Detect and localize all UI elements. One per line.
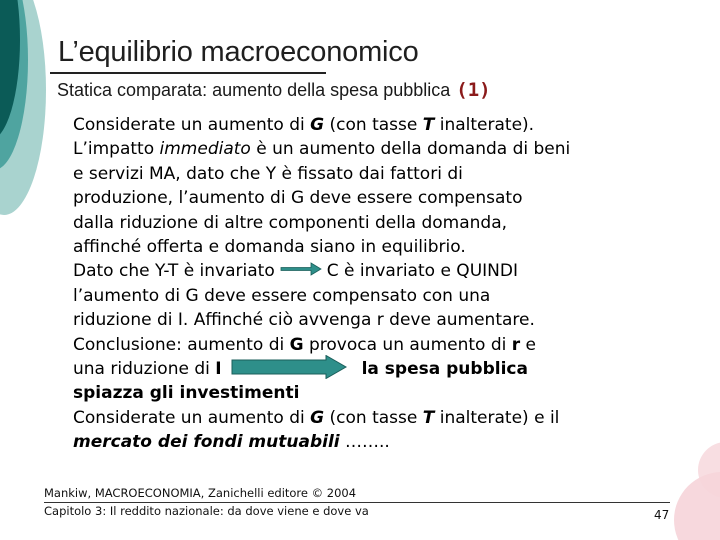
variable-g: G bbox=[289, 334, 304, 355]
body-line-3: e servizi MA, dato che Y è fissato dai fattori di bbox=[73, 163, 463, 184]
text-segment: Considerate un aumento di bbox=[73, 115, 311, 135]
slide-body bbox=[73, 113, 693, 454]
subtitle-number: (1) bbox=[456, 79, 491, 101]
text-segment: è un aumento della domanda di beni bbox=[250, 139, 571, 160]
body-line-2 bbox=[73, 137, 693, 161]
variable-i: I bbox=[215, 358, 222, 379]
variable-r: r bbox=[511, 334, 521, 355]
footer-chapter: Capitolo 3: Il reddito nazionale: da dove viene e dove va bbox=[44, 504, 369, 518]
text-segment: una riduzione di bbox=[73, 358, 216, 379]
variable-t: T bbox=[422, 115, 435, 135]
body-line-7 bbox=[73, 259, 693, 283]
text-segment: inalterate) e il bbox=[434, 407, 560, 428]
text-segment: inalterate). bbox=[434, 115, 535, 135]
text-segment: (con tasse bbox=[324, 407, 423, 428]
arrow-right-icon bbox=[230, 355, 348, 379]
page-number: 47 bbox=[654, 508, 670, 522]
body-line-1 bbox=[73, 113, 693, 137]
text-segment: Dato che Y-T è invariato bbox=[73, 261, 275, 282]
text-segment: (con tasse bbox=[324, 115, 423, 135]
text-segment: Considerate un aumento di bbox=[73, 407, 311, 428]
body-line-8: l’aumento di G deve essere compensato con una bbox=[73, 285, 491, 306]
footer-divider bbox=[44, 502, 670, 503]
body-line-13 bbox=[73, 406, 693, 430]
slide-subtitle bbox=[57, 79, 491, 101]
body-line-12 bbox=[73, 381, 693, 405]
subtitle-text: Statica comparata: aumento della spesa pubblica bbox=[57, 80, 451, 100]
text-segment: C è invariato e QUINDI bbox=[326, 261, 518, 282]
body-line-14 bbox=[73, 430, 693, 454]
emphasis-immediato: immediato bbox=[159, 139, 251, 160]
title-underline bbox=[50, 72, 326, 74]
slide-title: L’equilibrio macroeconomico bbox=[58, 36, 419, 68]
variable-g: G bbox=[310, 407, 325, 428]
variable-g: G bbox=[310, 115, 325, 135]
text-segment-bold: spiazza gli investimenti bbox=[73, 383, 300, 404]
body-line-4: produzione, l’aumento di G deve essere compensato bbox=[73, 188, 523, 209]
text-segment: Conclusione: aumento di bbox=[73, 334, 290, 355]
variable-t: T bbox=[422, 407, 435, 428]
body-line-11 bbox=[73, 357, 693, 381]
text-segment-bold: la spesa pubblica bbox=[361, 358, 528, 379]
emphasis-mercato: mercato dei fondi mutuabili bbox=[73, 432, 340, 453]
text-segment: e bbox=[520, 334, 537, 355]
footer-credit: Mankiw, MACROECONOMIA, Zanichelli editore © 2004 bbox=[44, 486, 357, 500]
text-segment: …….. bbox=[339, 432, 390, 453]
body-line-5: dalla riduzione di altre componenti della domanda, bbox=[73, 212, 508, 233]
body-line-10 bbox=[73, 333, 693, 357]
body-line-9: riduzione di I. Affinché ciò avvenga r deve aumentare. bbox=[73, 310, 535, 331]
text-segment: provoca un aumento di bbox=[303, 334, 512, 355]
text-segment: L’impatto bbox=[73, 139, 160, 160]
body-line-6: affinché offerta e domanda siano in equilibrio. bbox=[73, 236, 466, 257]
arrow-right-icon bbox=[279, 257, 323, 281]
